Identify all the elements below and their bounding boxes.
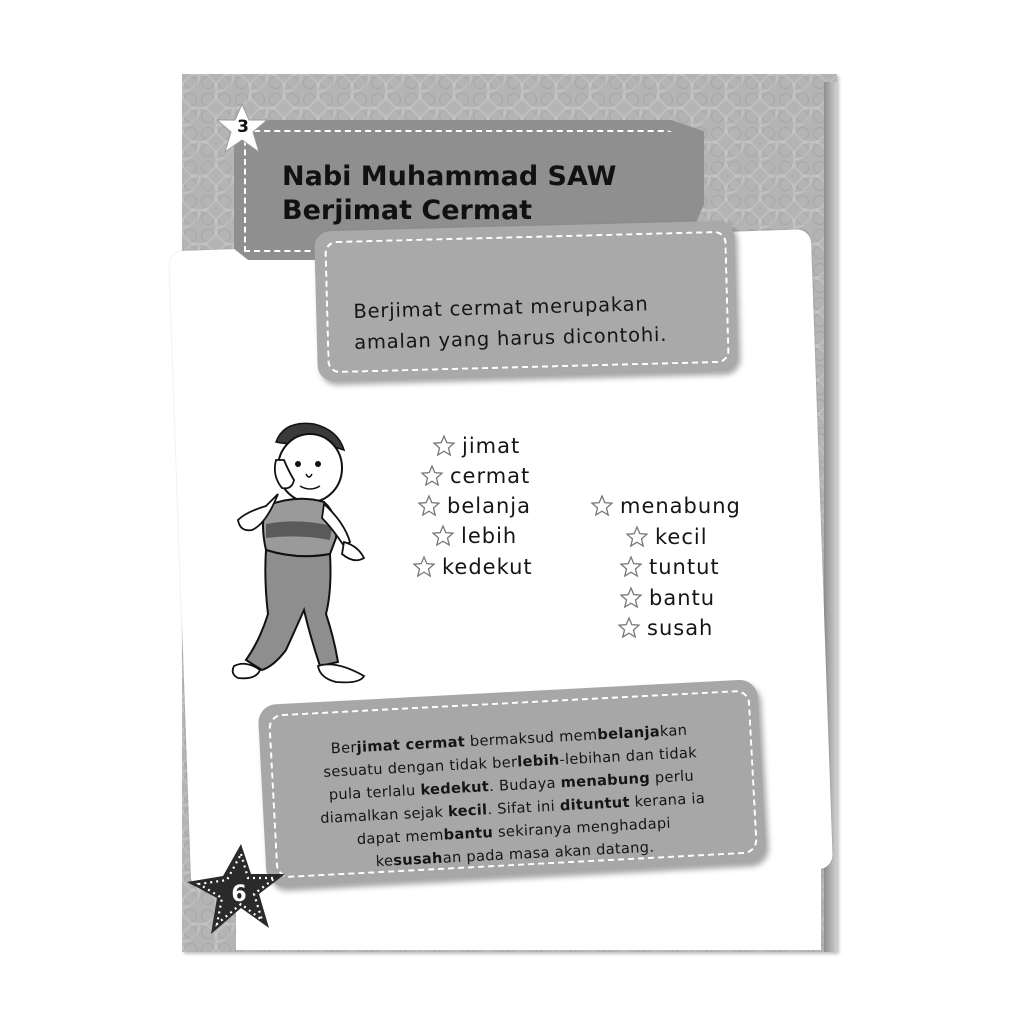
word-text: menabung: [620, 494, 741, 518]
intro-text: [353, 287, 714, 358]
word-text: kecil: [655, 525, 708, 549]
definition-segment: . Budaya: [488, 774, 562, 796]
definition-keyword: lebih: [516, 751, 560, 771]
star-outline-icon: [431, 524, 455, 548]
star-outline-icon: [417, 494, 441, 518]
definition-keyword: kecil: [447, 801, 488, 821]
star-outline-icon: [617, 616, 641, 640]
definition-segment: ke: [375, 852, 394, 871]
star-outline-icon: [412, 555, 436, 579]
definition-segment: dapat mem: [356, 826, 445, 849]
star-outline-icon: [619, 555, 643, 579]
definition-segment: -lebihan dan tidak: [559, 744, 698, 769]
definition-segment: . Sifat ini: [486, 797, 561, 819]
word-text: bantu: [649, 586, 716, 610]
word-text: tuntut: [649, 555, 720, 579]
lesson-number: 3: [237, 117, 249, 137]
definition-segment: sekiranya menghadapi: [492, 814, 672, 842]
definition-keyword: dituntut: [559, 793, 631, 815]
word-item: [412, 555, 533, 579]
word-item: [590, 494, 741, 518]
word-text: susah: [647, 616, 714, 640]
word-item: [432, 434, 520, 458]
word-text: jimat: [462, 434, 521, 458]
definition-segment: an pada masa akan datang.: [442, 838, 655, 867]
star-outline-icon: [590, 494, 614, 518]
star-outline-icon: [432, 434, 456, 458]
definition-segment: perlu: [649, 767, 695, 787]
definition-keyword: menabung: [560, 769, 651, 792]
definition-keyword: susah: [392, 849, 444, 870]
definition-segment: sesuatu dengan tidak ber: [323, 753, 518, 781]
word-item: [619, 586, 715, 610]
word-text: kedekut: [442, 555, 533, 579]
word-text: belanja: [447, 494, 531, 518]
page-title: [282, 160, 662, 228]
title-line-1: Nabi Muhammad SAW: [282, 161, 617, 192]
title-line-2: Berjimat Cermat: [282, 195, 533, 226]
definition-segment: Ber: [330, 739, 358, 758]
definition-keyword: belanja: [597, 723, 661, 744]
definition-segment: bermaksud mem: [464, 726, 598, 751]
word-item: [431, 524, 517, 548]
word-item: [625, 525, 708, 549]
word-text: lebih: [461, 524, 518, 548]
definition-segment: pula terlalu: [328, 781, 421, 804]
word-item: [417, 494, 531, 518]
definition-text: [289, 717, 736, 878]
word-item: [420, 464, 530, 488]
definition-keyword: jimat cermat: [356, 733, 466, 757]
star-outline-icon: [420, 464, 444, 488]
intro-line-1: Berjimat cermat merupakan: [353, 292, 649, 323]
boy-illustration: [226, 414, 376, 688]
definition-segment: kerana ia: [629, 789, 706, 811]
definition-keyword: bantu: [443, 824, 494, 844]
word-text: cermat: [450, 464, 531, 488]
definition-segment: kan: [659, 721, 688, 741]
intro-line-2: amalan yang harus dicontohi.: [353, 322, 668, 354]
star-outline-icon: [625, 525, 649, 549]
word-item: [619, 555, 720, 579]
page-number: 6: [231, 882, 247, 907]
definition-segment: diamalkan sejak: [319, 803, 449, 828]
definition-keyword: kedekut: [420, 778, 490, 799]
star-outline-icon: [619, 586, 643, 610]
word-item: [617, 616, 713, 640]
